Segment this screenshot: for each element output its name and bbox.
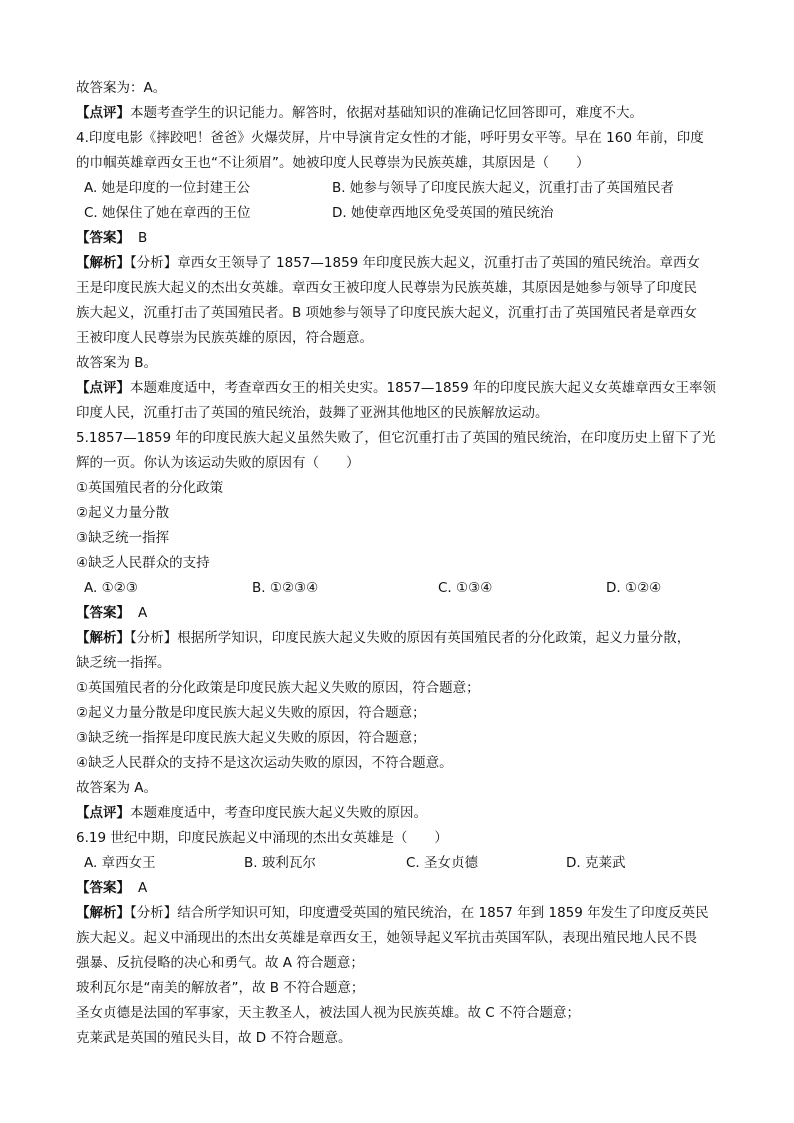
option-choice: D. 她使章西地区免受英国的殖民统治 [332, 205, 554, 221]
text-line [76, 976, 722, 1001]
options-row [76, 576, 722, 601]
answer-line [76, 226, 722, 251]
line-text: ①英国殖民者的分化政策是印度民族大起义失败的原因，符合题意； [76, 680, 480, 696]
option-choice: B. ①②③④ [252, 580, 319, 596]
line-text: 印度人民，沉重打击了英国的殖民统治，鼓舞了亚洲其他地区的民族解放运动。 [76, 405, 549, 421]
text-line [76, 301, 722, 326]
line-text: ④缺乏人民群众的支持不是这次运动失败的原因，不符合题意。 [76, 755, 453, 771]
line-text: ③缺乏统一指挥 [76, 530, 170, 546]
text-line [76, 626, 722, 651]
text-line [76, 326, 722, 351]
line-text: 缺乏统一指挥。 [76, 655, 171, 671]
option-choice: A. 她是印度的一位封建王公 [84, 180, 251, 196]
document-page [76, 76, 722, 1051]
option-choice: B. 玻利瓦尔 [244, 855, 316, 871]
option-choice: D. ①②④ [606, 580, 662, 596]
section-tag: 【点评】 [76, 380, 130, 396]
text-line [76, 776, 722, 801]
answer-tag: 【答案】 [76, 230, 130, 246]
text-line [76, 651, 722, 676]
answer-value: A [138, 605, 148, 621]
answer-tag: 【答案】 [76, 880, 130, 896]
line-text: 族大起义。起义中涌现出的杰出女英雄是章西女王，她领导起义军抗击英国军队，表现出殖民地人民不畏 [76, 930, 697, 946]
option-choice: A. 章西女王 [84, 855, 156, 871]
text-line [76, 1026, 722, 1051]
line-text: ④缺乏人民群众的支持 [76, 555, 210, 571]
text-line [76, 676, 722, 701]
options-row [76, 851, 722, 876]
section-tag: 【点评】 [76, 105, 130, 121]
line-text: 圣女贞德是法国的军事家，天主教圣人，被法国人视为民族英雄。故 C 不符合题意； [76, 1005, 581, 1021]
line-text: 【分析】章西女王领导了 1857—1859 年印度民族大起义，沉重打击了英国的殖民统治。章西女 [130, 255, 701, 271]
section-tag: 【解析】 [76, 630, 130, 646]
text-line [76, 901, 722, 926]
line-text: 本题难度适中，考查印度民族大起义失败的原因。 [130, 805, 427, 821]
line-text: 强暴、反抗侵略的决心和勇气。故 A 符合题意； [76, 955, 364, 971]
line-text: 族大起义，沉重打击了英国殖民者。B 项她参与领导了印度民族大起义，沉重打击了英国殖民者是章西女 [76, 305, 698, 321]
text-line [76, 1001, 722, 1026]
line-text: 6.19 世纪中期，印度民族起义中涌现的杰出女英雄是（ ） [76, 830, 448, 846]
text-line [76, 426, 722, 451]
text-line [76, 76, 722, 101]
text-line [76, 926, 722, 951]
text-line [76, 551, 722, 576]
line-text: 5.1857—1859 年的印度民族大起义虽然失败了，但它沉重打击了英国的殖民统治，在印度历史上留下了光 [76, 430, 716, 446]
text-line [76, 251, 722, 276]
line-text: 本题难度适中，考查章西女王的相关史实。1857—1859 年的印度民族大起义女英雄章西女王率领 [130, 380, 717, 396]
option-choice: C. 圣女贞德 [406, 855, 479, 871]
text-line [76, 526, 722, 551]
text-line [76, 726, 722, 751]
text-line [76, 126, 722, 151]
line-text: 王是印度民族大起义的杰出女英雄。章西女王被印度人民尊崇为民族英雄，其原因是她参与领导了印度民 [76, 280, 697, 296]
line-text: 故答案为：A。 [76, 80, 167, 96]
text-line [76, 801, 722, 826]
line-text: ②起义力量分散 [76, 505, 170, 521]
line-text: 故答案为 B。 [76, 355, 158, 371]
options-row [76, 176, 722, 201]
line-text: ①英国殖民者的分化政策 [76, 480, 224, 496]
line-text: ③缺乏统一指挥是印度民族大起义失败的原因，符合题意； [76, 730, 426, 746]
section-tag: 【点评】 [76, 805, 130, 821]
answer-line [76, 876, 722, 901]
line-text: 玻利瓦尔是“南美的解放者”，故 B 不符合题意； [76, 980, 365, 996]
option-choice: C. 她保住了她在章西的王位 [84, 205, 251, 221]
line-text: 克莱武是英国的殖民头目，故 D 不符合题意。 [76, 1030, 352, 1046]
text-line [76, 401, 722, 426]
option-choice: A. ①②③ [84, 580, 138, 596]
text-line [76, 351, 722, 376]
option-choice: D. 克莱武 [566, 855, 626, 871]
section-tag: 【解析】 [76, 905, 130, 921]
text-line [76, 101, 722, 126]
text-line [76, 151, 722, 176]
line-text: 本题考查学生的识记能力。解答时，依据对基础知识的准确记忆回答即可，难度不大。 [130, 105, 643, 121]
text-line [76, 451, 722, 476]
text-line [76, 701, 722, 726]
text-line [76, 951, 722, 976]
text-line [76, 476, 722, 501]
line-text: 【分析】根据所学知识，印度民族大起义失败的原因有英国殖民者的分化政策，起义力量分散， [130, 630, 691, 646]
answer-value: B [138, 230, 148, 246]
option-choice: C. ①③④ [438, 580, 493, 596]
text-line [76, 751, 722, 776]
line-text: 故答案为 A。 [76, 780, 158, 796]
line-text: 4.印度电影《摔跤吧！爸爸》火爆荧屏，片中导演肯定女性的才能，呼吁男女平等。早在 160 年前，印度 [76, 130, 704, 146]
answer-value: A [138, 880, 148, 896]
option-choice: B. 她参与领导了印度民族大起义，沉重打击了英国殖民者 [332, 180, 674, 196]
line-text: 辉的一页。你认为该运动失败的原因有（ ） [76, 455, 360, 471]
line-text: 的巾帼英雄章西女王也“不让须眉”。她被印度人民尊崇为民族英雄，其原因是（ ） [76, 155, 590, 171]
section-tag: 【解析】 [76, 255, 130, 271]
line-text: 王被印度人民尊崇为民族英雄的原因，符合题意。 [76, 330, 373, 346]
line-text: 【分析】结合所学知识可知，印度遭受英国的殖民统治，在 1857 年到 1859 年发生了印度反英民 [130, 905, 709, 921]
text-line [76, 376, 722, 401]
answer-tag: 【答案】 [76, 605, 130, 621]
line-text: ②起义力量分散是印度民族大起义失败的原因，符合题意； [76, 705, 426, 721]
options-row [76, 201, 722, 226]
text-line [76, 826, 722, 851]
answer-line [76, 601, 722, 626]
text-line [76, 276, 722, 301]
text-line [76, 501, 722, 526]
